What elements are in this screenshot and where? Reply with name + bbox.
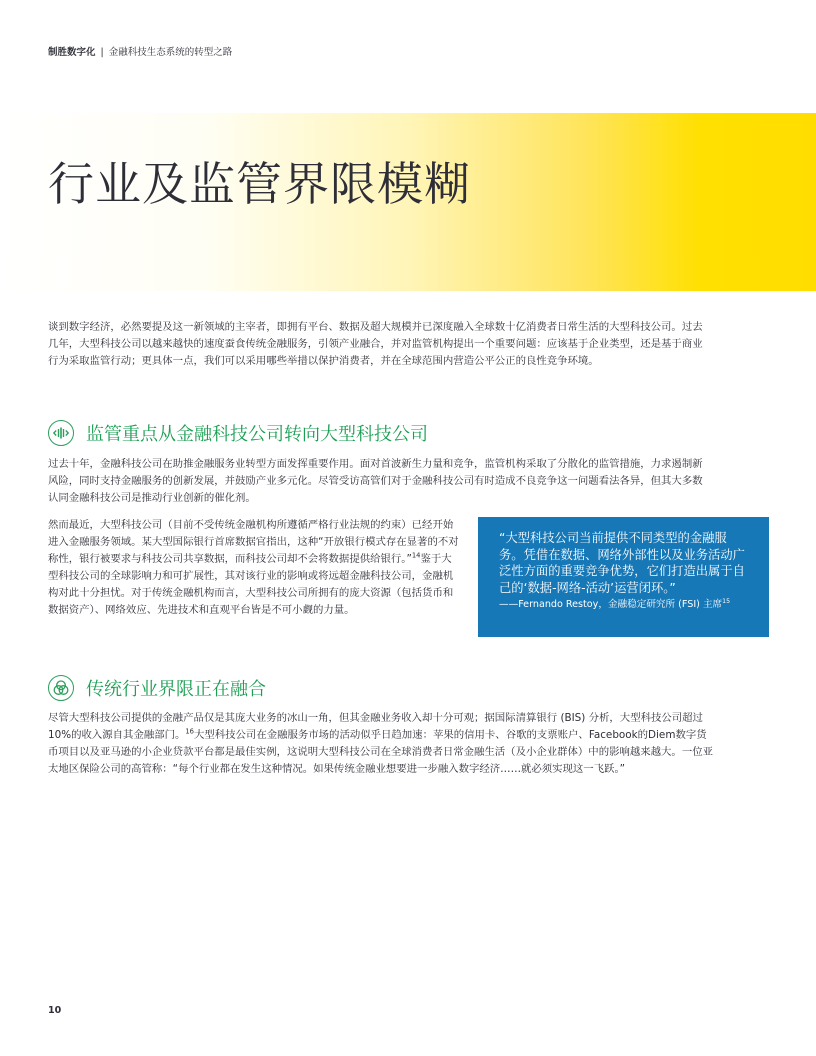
scale-arrows-icon	[48, 420, 74, 446]
quote-attribution-text: ——Fernando Restoy，金融稳定研究所 (FSI) 主席	[499, 599, 723, 610]
body-text: 鉴于大型科技公司的全球影响力和可扩展性，其对该行业的影响或将远超金融科技公司，金融机构对此十分担忧。对于传统金融机构而言，大型科技公司所拥有的庞大资源（包括货币和数据资产）、网络效应、先进技术和直观平台皆是不可小觑的力量。	[48, 553, 454, 616]
header-subtitle: 金融科技生态系统的转型之路	[108, 47, 233, 58]
section-title: 传统行业界限正在融合	[86, 679, 266, 700]
body-text: 尽管大型科技公司提供的金融产品仅是其庞大业务的冰山一角，但其金融业务收入却十分可观；据国际清算银行 (BIS) 分析，大型科技公司超过10%的收入源自其金融部门。	[48, 712, 703, 741]
section-title: 监管重点从金融科技公司转向大型科技公司	[86, 424, 428, 445]
footnote-marker: 15	[722, 597, 731, 605]
header-brand: 制胜数字化	[48, 47, 96, 58]
body-text: 然而最近，大型科技公司（目前不受传统金融机构所遵循严格行业法规的约束）已经开始进入金融服务领域。某大型国际银行首席数据官指出，这种“开放银行模式存在显著的不对称性，银行被要求与科技公司共享数据，而科技公司却不会将数据提供给银行。”	[48, 519, 459, 565]
footnote-marker: 16	[185, 727, 194, 736]
body-text: 大型科技公司在金融服务市场的活动似乎日趋加速：苹果的信用卡、谷歌的支票账户、Facebook的Diem数字货币项目以及亚马逊的小企业贷款平台都是最佳实例，这说明大型科技公司在全球消费者日常金融生活（及小企业群体）中的影响越来越大。一位亚太地区保险公司的高管称：“每个行业都在发生这种情况。如果传统金融业想要进一步融入数字经济……就必须实现这一飞跃。”	[48, 729, 713, 775]
footnote-marker: 14	[411, 551, 421, 560]
page-number: 10	[48, 1005, 62, 1016]
page-title: 行业及监管界限模糊	[48, 157, 471, 211]
body-paragraph	[48, 517, 460, 619]
running-header	[48, 44, 232, 58]
quote-attribution	[499, 598, 751, 612]
intro-paragraph: 谈到数字经济，必然要提及这一新领域的主宰者，即拥有平台、数据及超大规模并已深度融入全球数十亿消费者日常生活的大型科技公司。过去几年，大型科技公司以越来越快的速度蚕食传统金融服务，引领产业融合，并对监管机构提出一个重要问题：应该基于企业类型，还是基于商业行为采取监管行动；更具体一点，我们可以采用哪些举措以保护消费者，并在全球范围内营造公平公正的良性竞争环境。	[48, 321, 703, 367]
header-separator: |	[100, 47, 104, 58]
body-paragraph	[48, 710, 713, 778]
section-heading-regulation	[48, 418, 428, 448]
pull-quote-box	[478, 517, 769, 637]
section-heading-convergence	[48, 673, 266, 703]
converging-circles-icon	[48, 675, 74, 701]
quote-text: “大型科技公司当前提供不同类型的金融服务。凭借在数据、网络外部性以及业务活动广泛性方面的重要竞争优势，它们打造出属于自己的‘数据-网络-活动’运营闭环。”	[499, 531, 745, 595]
body-paragraph: 过去十年，金融科技公司在助推金融服务业转型方面发挥重要作用。面对首波新生力量和竞争，监管机构采取了分散化的监管措施，力求遏制新风险，同时支持金融服务的创新发展，并鼓励产业多元化。尽管受访高管们对于金融科技公司有时造成不良竞争这一问题看法各异，但其大多数认同金融科技公司是推动行业创新的催化剂。	[48, 458, 703, 504]
